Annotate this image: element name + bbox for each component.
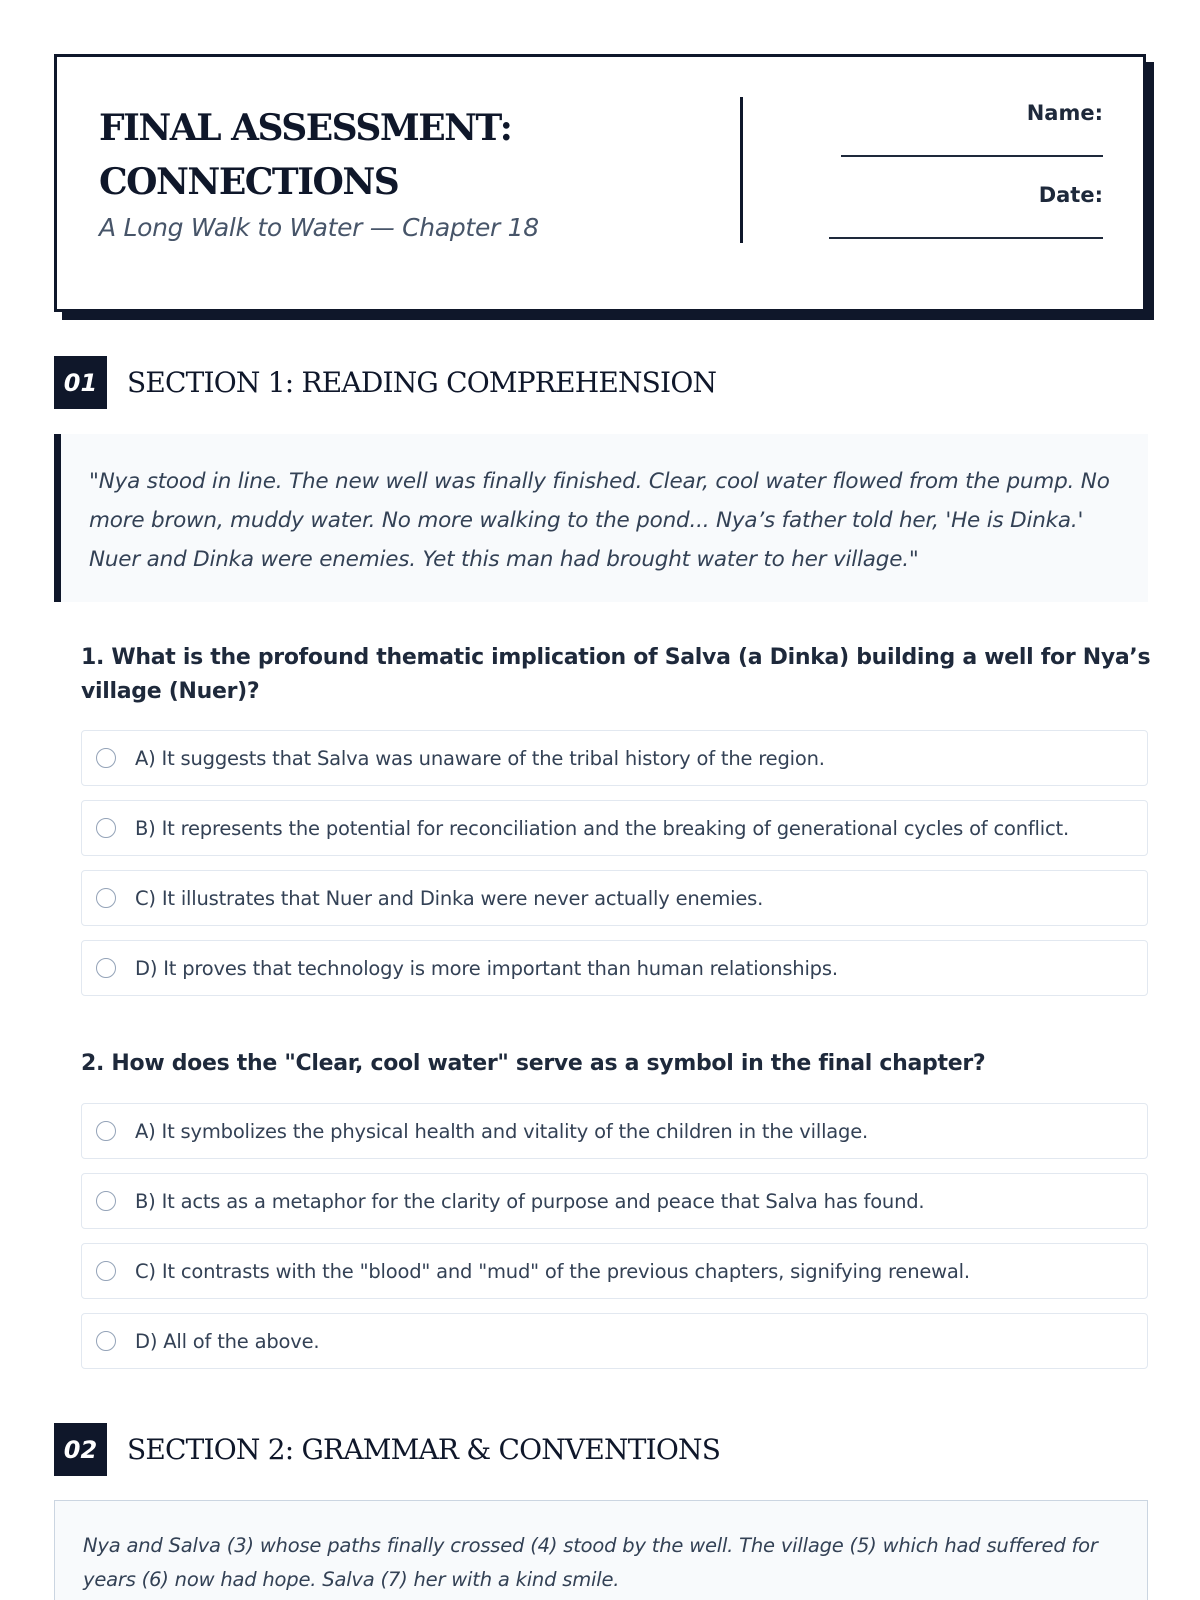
option-label: A) It symbolizes the physical health and vitality of the children in the village. [135,1119,869,1143]
q1-option-c[interactable] [81,870,1148,926]
option-label: D) All of the above. [135,1329,320,1353]
radio-icon[interactable] [96,958,116,978]
header-divider [740,97,743,243]
section-1-header [54,356,716,409]
section-1-title: SECTION 1: READING COMPREHENSION [127,366,717,399]
radio-icon[interactable] [96,748,116,768]
radio-icon[interactable] [96,818,116,838]
q2-option-b[interactable] [81,1173,1148,1229]
q2-option-d[interactable] [81,1313,1148,1369]
student-info [803,101,1103,239]
section-1-number: 01 [54,356,107,409]
assessment-subtitle: A Long Walk to Water — Chapter 18 [99,213,539,242]
option-label: B) It represents the potential for reconciliation and the breaking of generational cycles of conflict. [135,816,1069,840]
section-2-title: SECTION 2: GRAMMAR & CONVENTIONS [127,1433,721,1466]
radio-icon[interactable] [96,1191,116,1211]
question-1-prompt: 1. What is the profound thematic implication of Salva (a Dinka) building a well for Nya’s village (Nuer)? [81,645,1151,704]
question-2-prompt: 2. How does the "Clear, cool water" serve as a symbol in the final chapter? [81,1051,986,1076]
title-block [99,101,719,242]
assessment-header [54,54,1146,312]
radio-icon[interactable] [96,1261,116,1281]
q2-option-a[interactable] [81,1103,1148,1159]
section-2-number: 02 [54,1423,107,1476]
radio-icon[interactable] [96,1331,116,1351]
section-2-header [54,1423,720,1476]
q2-option-c[interactable] [81,1243,1148,1299]
option-label: C) It illustrates that Nuer and Dinka were never actually enemies. [135,886,764,910]
passage-text: "Nya stood in line. The new well was finally finished. Clear, cool water flowed from the pump. No more brown, muddy water. No more walking to the pond... Nya’s father told her, 'He is Dinka.' Nuer and Dinka were enemies. Yet this man had brought water to her village." [89,469,1110,572]
grammar-passage [54,1500,1148,1600]
date-label: Date: [1038,183,1103,207]
title-line-1: FINAL ASSESSMENT: [99,107,512,149]
radio-icon[interactable] [96,1121,116,1141]
option-label: B) It acts as a metaphor for the clarity of purpose and peace that Salva has found. [135,1189,925,1213]
option-label: D) It proves that technology is more important than human relationships. [135,956,838,980]
date-field-line[interactable] [829,237,1103,239]
q1-option-d[interactable] [81,940,1148,996]
option-label: C) It contrasts with the "blood" and "mud" of the previous chapters, signifying renewal. [135,1259,970,1283]
name-field-line[interactable] [841,155,1103,157]
option-label: A) It suggests that Salva was unaware of the tribal history of the region. [135,746,825,770]
name-label: Name: [1026,101,1103,125]
assessment-title [99,101,719,209]
q1-option-a[interactable] [81,730,1148,786]
q1-option-b[interactable] [81,800,1148,856]
reading-passage [54,434,1148,602]
title-line-2: CONNECTIONS [99,161,399,203]
radio-icon[interactable] [96,888,116,908]
grammar-passage-text: Nya and Salva (3) whose paths finally crossed (4) stood by the well. The village (5) which had suffered for years (6) now had hope. Salva (7) her with a kind smile. [83,1534,1098,1591]
